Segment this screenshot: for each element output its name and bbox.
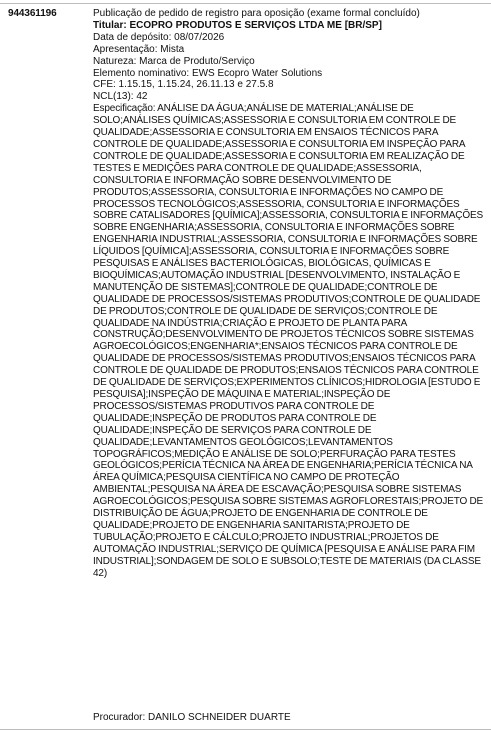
bottom-divider — [0, 729, 491, 730]
especificacao: Especificação: ANÁLISE DA ÁGUA;ANÁLISE DE MATERIAL;ANÁLISE DE SOLO;ANÁLISES QUÍMICAS;ASSESSORIA E CONSULTORIA EM CONTROLE DE QUALIDADE;ASSESSORIA E CONSULTORIA EM ENSAIOS TÉCNICOS PARA CONTROLE DE QUALIDADE;ASSESSORIA E CONSULTORIA EM INSPEÇÃO PARA CONTROLE DE QUALIDADE;ASSESSORIA E CONSULTORIA EM REALIZAÇÃO DE TESTES E MEDIÇÕES PARA CONTROLE DE QUALIDADE;ASSESSORIA, CONSULTORIA E INFORMAÇÃO SOBRE DESENVOLVIMENTO DE PRODUTOS;ASSESSORIA, CONSULTORIA E INFORMAÇÕES NO CAMPO DE PROCESSOS TECNOLÓGICOS;ASSESSORIA, CONSULTORIA E INFORMAÇÕES SOBRE CATALISADORES [QUÍMICA];ASSESSORIA, CONSULTORIA E INFORMAÇÕES SOBRE ENGENHARIA;ASSESSORIA, CONSULTORIA E INFORMAÇÕES SOBRE ENGENHARIA INDUSTRIAL;ASSESSORIA, CONSULTORIA E INFORMAÇÕES SOBRE LÍQUIDOS [QUÍMICA];ASSESSORIA, CONSULTORIA E INFORMAÇÕES SOBRE PESQUISAS E ANÁLISES BACTERIOLÓGICAS, BIOLÓGICAS, QUÍMICAS E BIOQUÍMICAS;AUTOMAÇÃO INDUSTRIAL [DESENVOLVIMENTO, INSTALAÇÃO E MANUTENÇÃO DE SISTEMAS];CONTROLE DE QUALIDADE;CONTROLE DE QUALIDADE DE PROCESSOS/SISTEMAS PRODUTIVOS;CONTROLE DE QUALIDADE DE PRODUTOS;CONTROLE DE QUALIDADE DE SERVIÇOS;CONTROLE DE QUALIDADE NA INDÚSTRIA;CRIAÇÃO E PROJETO DE PLANTA PARA CONSTRUÇÃO;DESENVOLVIMENTO DE PROJETOS TÉCNICOS SOBRE SISTEMAS AGROECOLÓGICOS;ENGENHARIA*;ENSAIOS TÉCNICOS PARA CONTROLE DE QUALIDADE DE PROCESSOS/SISTEMAS PRODUTIVOS;ENSAIOS TÉCNICOS PARA CONTROLE DE QUALIDADE DE PRODUTOS;ENSAIOS TÉCNICOS PARA CONTROLE DE QUALIDADE DE SERVIÇOS;EXPERIMENTOS CLÍNICOS;HIDROLOGIA [ESTUDO E PESQUISA];INSPEÇÃO DE MÁQUINA E MATERIAL;INSPEÇÃO DE PROCESSOS/SISTEMAS PRODUTIVOS PARA CONTROLE DE QUALIDADE;INSPEÇÃO DE PRODUTOS PARA CONTROLE DE QUALIDADE;INSPEÇÃO DE SERVIÇOS PARA CONTROLE DE QUALIDADE;LEVANTAMENTOS GEOLÓGICOS;LEVANTAMENTOS TOPOGRÁFICOS;MEDIÇÃO E ANÁLISE DE SOLO;PERFURAÇÃO PARA TESTES GEOLÓGICOS;PERÍCIA TÉCNICA NA ÁREA DE ENGENHARIA;PERÍCIA TÉCNICA NA ÁREA QUÍMICA;PESQUISA CIENTÍFICA NO CAMPO DE PROTEÇÃO AMBIENTAL;PESQUISA NA ÁREA DE ESCAVAÇÃO;PESQUISA SOBRE SISTEMAS AGROECOLÓGICOS;PESQUISA SOBRE SISTEMAS AGROFLORESTAIS;PROJETO DE DISTRIBUIÇÃO DE ÁGUA;PROJETO DE ENGENHARIA DE CONTROLE DE QUALIDADE;PROJETO DE ENGENHARIA SANITARISTA;PROJETO DE TUBULAÇÃO;PROJETO E CÁLCULO;PROJETO INDUSTRIAL;PROJETOS DE AUTOMAÇÃO INDUSTRIAL;SERVIÇO DE QUÍMICA [PESQUISA E ANÁLISE PARA FIM INDUSTRIAL];SONDAGEM DE SOLO E SUBSOLO;TESTE DE MATERIAIS (DA CLASSE 42) — [93, 103, 484, 579]
titular: Titular: ECOPRO PRODUTOS E SERVIÇOS LTDA ME [BR/SP] — [93, 19, 382, 31]
apresentacao: Apresentação: Mista — [93, 43, 185, 55]
record-details — [93, 8, 485, 580]
cfe-codes: CFE: 1.15.15, 1.15.24, 26.11.13 e 27.5.8 — [93, 79, 274, 91]
natureza: Natureza: Marca de Produto/Serviço — [93, 55, 255, 67]
record-number: 944361196 — [8, 8, 57, 19]
ncl-class: NCL(13): 42 — [93, 91, 148, 103]
procurador: Procurador: DANILO SCHNEIDER DUARTE — [93, 712, 291, 723]
deposit-date: Data de depósito: 08/07/2026 — [93, 31, 225, 43]
elemento-nominativo: Elemento nominativo: EWS Ecopro Water Solutions — [93, 67, 323, 79]
top-divider — [0, 3, 491, 4]
record-status: Publicação de pedido de registro para oposição (exame formal concluído) — [93, 8, 420, 19]
